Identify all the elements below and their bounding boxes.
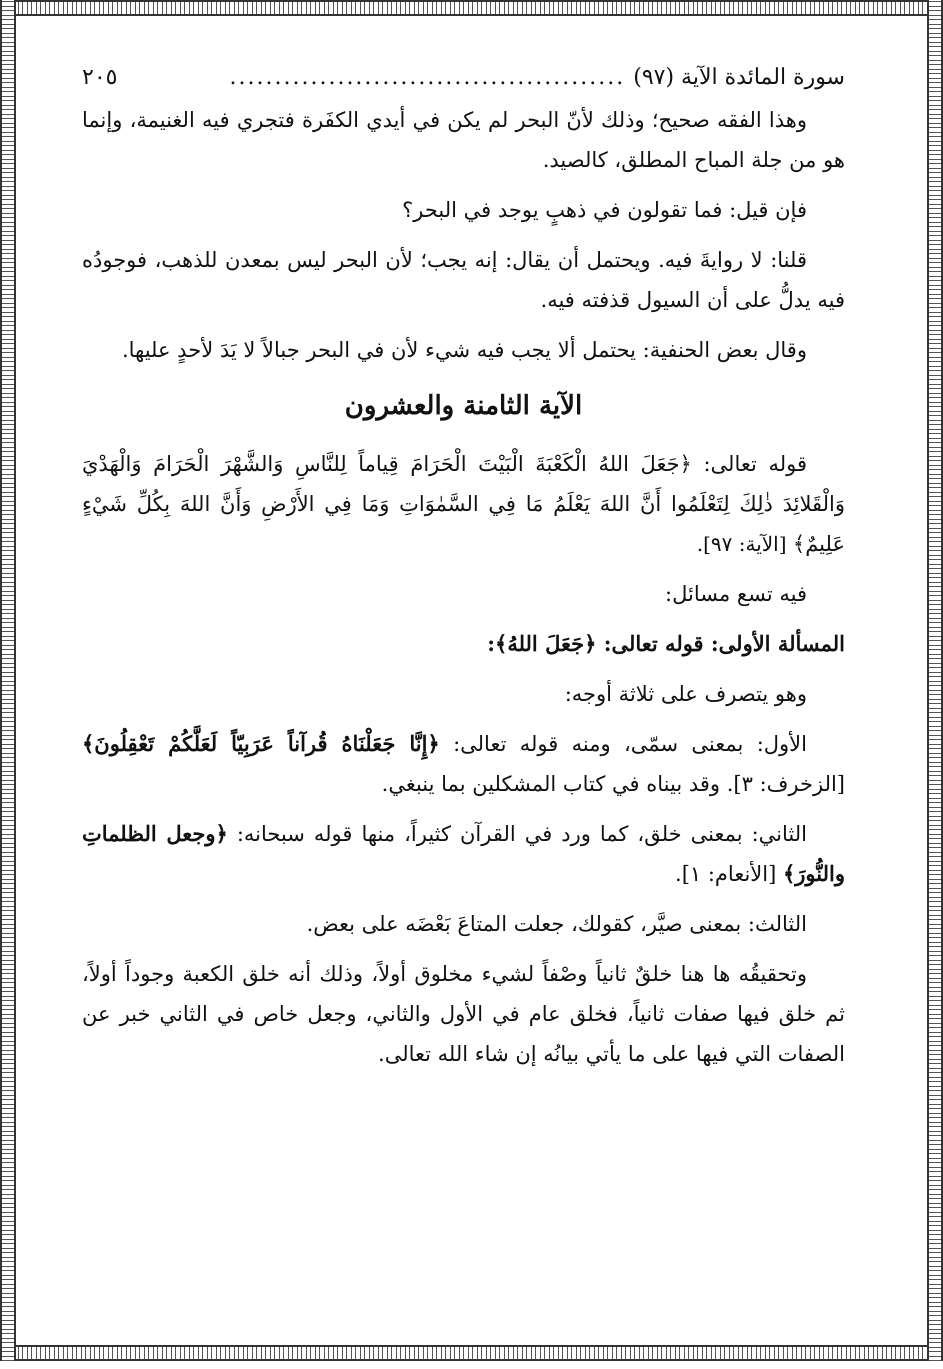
ornamental-border-top <box>0 0 943 16</box>
masala-verse: ﴿جَعَلَ اللهُ﴾ <box>495 631 597 656</box>
paragraph-fiqh: وهذا الفقه صحيح؛ وذلك لأنّ البحر لم يكن في أيدي الكفَرة فتجري فيه الغنيمة، وإنما هو من جلة المباح المطلق، كالصيد. <box>82 108 845 172</box>
page-number: ٢٠٥ <box>82 65 118 90</box>
masala-colon: : <box>487 631 496 656</box>
verse-lead: قوله تعالى: <box>691 452 807 476</box>
masala-first-heading <box>82 624 845 664</box>
paragraph-third-meaning: الثالث: بمعنى صيَّر، كقولك، جعلت المتاعَ بَعْضَه على بعض. <box>306 912 807 936</box>
second-reference: [الأنعام: ١]. <box>675 862 783 886</box>
first-reference: [الزخرف: ٣]. وقد بيناه في كتاب المشكلين بما ينبغي. <box>381 772 845 796</box>
ornamental-border-right <box>927 0 943 1361</box>
second-lead: الثاني: بمعنى خلق، كما ورد في القرآن كثيراً، منها قوله سبحانه: <box>227 822 807 846</box>
quran-verse: ﴿جَعَلَ اللهُ الْكَعْبَةَ الْبَيْتَ الْحَرَامَ قِياماً لِلنَّاسِ وَالشَّهْرَ الْحَرَامَ وَالْهَدْيَ وَالْقَلائِدَ ذٰلِكَ لِتَعْلَمُوا أَنَّ اللهَ يَعْلَمُ مَا فِي السَّمٰوَاتِ وَمَا فِي الأَرْضِ وَأَنَّ اللهَ بِكُلِّ شَيْءٍ عَلِيمٌ﴾ <box>82 452 845 556</box>
paragraph-question: فإن قيل: فما تقولون في ذهبٍ يوجد في البحر؟ <box>402 198 807 222</box>
page-body <box>82 100 845 1074</box>
first-lead: الأول: بمعنى سمّى، ومنه قوله تعالى: <box>439 732 807 756</box>
paragraph-first-meaning <box>82 724 845 804</box>
paragraph-masail: فيه تسع مسائل: <box>665 582 807 606</box>
first-verse: ﴿إِنَّا جَعَلْنَاهُ قُرآناً عَرَبِيّاً لَعَلَّكُمْ تَعْقِلُونَ﴾ <box>82 731 440 756</box>
header-leader-dots: ............................................ <box>229 65 626 90</box>
header-title: سورة المائدة الآية (٩٧) <box>633 65 845 90</box>
ornamental-border-left <box>0 0 16 1361</box>
second-verse: ﴿وجعل الظلماتِ والنُّورَ﴾ <box>82 821 845 886</box>
section-heading: الآية الثامنة والعشرون <box>344 391 583 421</box>
running-header <box>82 60 845 100</box>
verse-reference: [الآية: ٩٧]. <box>696 532 793 556</box>
paragraph-wujuh: وهو يتصرف على ثلاثة أوجه: <box>564 682 807 706</box>
paragraph-second-meaning <box>82 814 845 894</box>
paragraph-answer: قلنا: لا روايةَ فيه. ويحتمل أن يقال: إنه يجب؛ لأن البحر ليس بمعدن للذهب، فوجودُه فيه يدلُّ على أن السيول قذفته فيه. <box>82 248 845 312</box>
paragraph-tahqiq: وتحقيقُه ها هنا خلقٌ ثانياً وصْفاً لشيء مخلوق أولاً، وذلك أنه خلق الكعبة وجوداً أولاً، ثم خلق فيها صفات ثانياً، فخلق عام في الأول والثاني، وجعل خاص في الثاني خبر عن الصفات التي فيها على ما يأتي بيانُه إن شاء الله تعالى. <box>82 962 845 1066</box>
book-page <box>82 60 845 1309</box>
verse-paragraph <box>82 444 845 564</box>
paragraph-hanafi: وقال بعض الحنفية: يحتمل ألا يجب فيه شيء لأن في البحر جبالاً لا يَدَ لأحدٍ عليها. <box>121 338 807 362</box>
masala-label: المسألة الأولى: قوله تعالى: <box>596 631 845 656</box>
ornamental-border-bottom <box>0 1345 943 1361</box>
